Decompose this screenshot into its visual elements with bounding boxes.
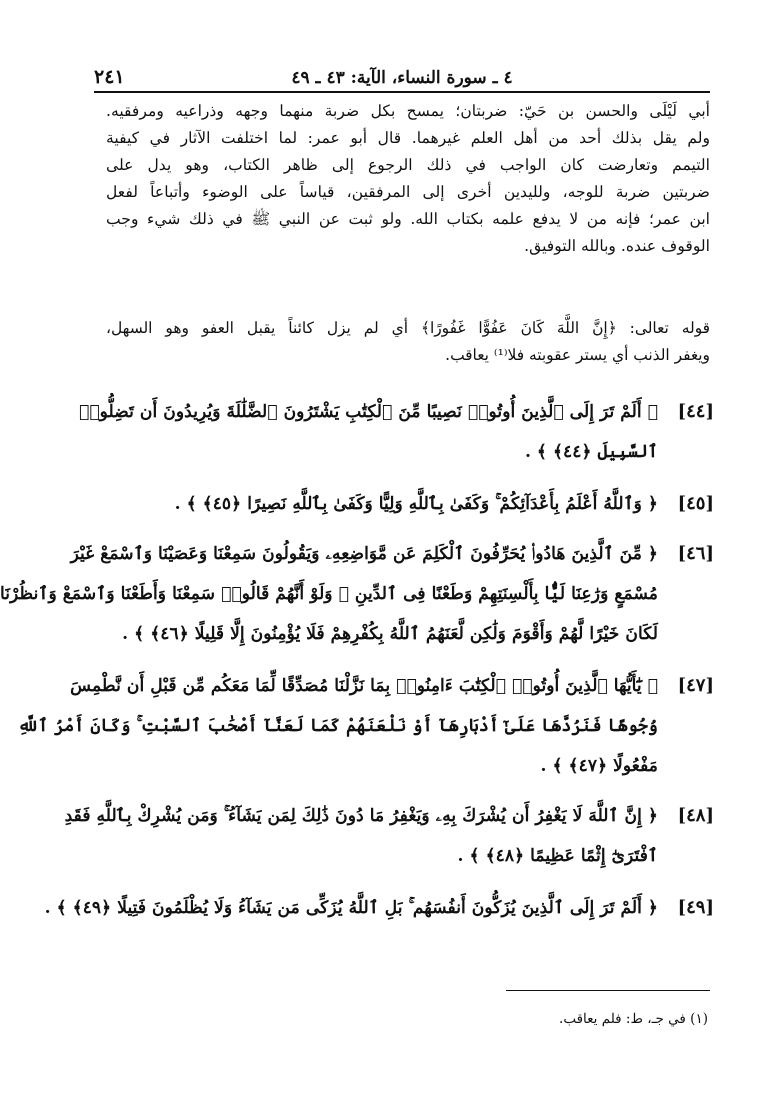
verse-line: مُسْمَعٍ وَرَٰعِنَا لَيًّۢا بِأَلْسِنَتِهِمْ وَطَعْنًا فِى ٱلدِّينِ ۚ وَلَوْ أَنَّهُمْ قَالُوا۟ سَمِعْنَا وَأَطَعْنَا وَٱسْمَعْ وَٱنظُرْنَا — [0, 584, 658, 604]
verse-line: ﴿ وَٱللَّهُ أَعْلَمُ بِأَعْدَآئِكُمْ ۚ وَكَفَىٰ بِٱللَّهِ وَلِيًّا وَكَفَىٰ بِٱللَّهِ نَصِيرًا ﴿٤٥﴾ ﴾ . — [174, 494, 658, 514]
commentary-line: التيمم وتعارضت كان الواجب في ذلك الرجوع إلى ظاهر الكتاب، وهو يدل على — [106, 156, 710, 174]
verse-47 — [17, 666, 714, 786]
commentary-line: ولم يقل بذلك أحد من أهل العلم غيرهما. قال أبو عمر: لما اختلفت الآثار في كيفية — [106, 129, 710, 147]
verse-line: ﴿ مِّنَ ٱلَّذِينَ هَادُوا۟ يُحَرِّفُونَ ٱلْكَلِمَ عَن مَّوَاضِعِهِۦ وَيَقُولُونَ سَمِعْنَا وَعَصَيْنَا وَٱسْمَعْ غَيْرَ — [70, 544, 658, 564]
verse-number: [٤٥] — [677, 493, 714, 514]
verse-text — [106, 484, 658, 524]
header-divider — [94, 91, 710, 93]
verse-text — [0, 534, 658, 654]
verse-line: ﴿ أَلَمْ تَرَ إِلَى ٱلَّذِينَ يُزَكُّونَ أَنفُسَهُم ۚ بَلِ ٱللَّهُ يُزَكِّى مَن يَشَآءُ وَلَا يُظْلَمُونَ فَتِيلًا ﴿٤٩﴾ ﴾ . — [44, 898, 658, 918]
commentary-line: أبي لَيْلَى والحسن بن حَيّ: ضربتان؛ يمسح بكل ضربة منهما وجهه وذراعيه ومرفقيه. — [106, 102, 710, 120]
verse-44 — [79, 392, 714, 472]
verse-line: ﴿ أَلَمْ تَرَ إِلَى ٱلَّذِينَ أُوتُوا۟ نَصِيبًا مِّنَ ٱلْكِتَٰبِ يَشْتَرُونَ ٱلضَّلَٰلَةَ وَيُرِيدُونَ أَن تَضِلُّوا۟ — [79, 402, 658, 422]
page-header — [94, 58, 710, 88]
verse-line: ﴿ إِنَّ ٱللَّهَ لَا يَغْفِرُ أَن يُشْرَكَ بِهِۦ وَيَغْفِرُ مَا دُونَ ذَٰلِكَ لِمَن يَشَآءُ ۚ وَمَن يُشْرِكْ بِٱللَّهِ فَقَدِ — [64, 806, 658, 826]
verse-49 — [44, 888, 714, 928]
verse-46 — [0, 534, 714, 654]
verse-line: ﴿ يَٰٓأَيُّهَا ٱلَّذِينَ أُوتُوا۟ ٱلْكِتَٰبَ ءَامِنُوا۟ بِمَا نَزَّلْنَا مُصَدِّقًا لِّمَا مَعَكُم مِّن قَبْلِ أَن نَّطْمِسَ — [70, 676, 658, 696]
verse-number: [٤٤] — [677, 401, 714, 422]
verse-number: [٤٩] — [677, 897, 714, 918]
verse-line: مَفْعُولًا ﴿٤٧﴾ ﴾ . — [540, 756, 658, 776]
verse-45 — [106, 484, 714, 524]
verse-number: [٤٦] — [677, 543, 714, 564]
footnote-divider — [506, 990, 710, 991]
page-number: ٢٤١ — [94, 66, 125, 88]
verse-number: [٤٧] — [677, 675, 714, 696]
commentary-line: ابن عمر؛ فإنه من لا يدفع علمه بكتاب الله. ولو ثبت عن النبي ﷺ في ذلك شيء وجب — [106, 210, 710, 228]
commentary-line: الوقوف عنده. وبالله التوفيق. — [524, 237, 710, 255]
verse-line: وُجُوهًا فَنَرُدَّهَا عَلَىٰٓ أَدْبَارِهَآ أَوْ نَلْعَنَهُمْ كَمَا لَعَنَّآ أَصْحَٰبَ ٱلسَّبْتِ ۚ وَكَانَ أَمْرُ ٱللَّهِ — [17, 716, 658, 736]
commentary-paragraph — [106, 98, 710, 260]
verse-line: ٱلسَّبِيلَ ﴿٤٤﴾ ﴾ . — [524, 442, 658, 462]
verse-line: ٱفْتَرَىٰٓ إِثْمًا عَظِيمًا ﴿٤٨﴾ ﴾ . — [457, 846, 658, 866]
footnote: (١) في جـ، ط: فلم يعاقب. — [559, 1011, 708, 1027]
running-head-title: ٤ ـ سورة النساء، الآية: ٤٣ ـ ٤٩ — [291, 68, 513, 88]
commentary-line: ضربتين ضربة للوجه، ولليدين أخرى إلى المرفقين، قياساً على الوضوء وأتباعاً لفعل — [106, 183, 710, 201]
verse-48 — [64, 796, 714, 876]
verse-text — [17, 666, 658, 786]
verse-text — [44, 888, 658, 928]
verse-text — [64, 796, 658, 876]
verse-number: [٤٨] — [677, 805, 714, 826]
commentary-line: ويغفر الذنب أي يستر عقوبته فلا⁽¹⁾ يعاقب. — [445, 346, 710, 364]
verse-text — [79, 392, 658, 472]
verses-block — [0, 392, 714, 928]
commentary-paragraph-2 — [106, 315, 710, 369]
verse-line: لَكَانَ خَيْرًا لَّهُمْ وَأَقْوَمَ وَلَٰكِن لَّعَنَهُمُ ٱللَّهُ بِكُفْرِهِمْ فَلَا يُؤْمِنُونَ إِلَّا قَلِيلًا ﴿٤٦﴾ ﴾ . — [122, 624, 658, 644]
commentary-line: قوله تعالى: ﴿إِنَّ اللَّهَ كَانَ عَفُوًّا غَفُورًا﴾ أي لم يزل كائناً يقبل العفو وهو السهل، — [106, 319, 710, 337]
